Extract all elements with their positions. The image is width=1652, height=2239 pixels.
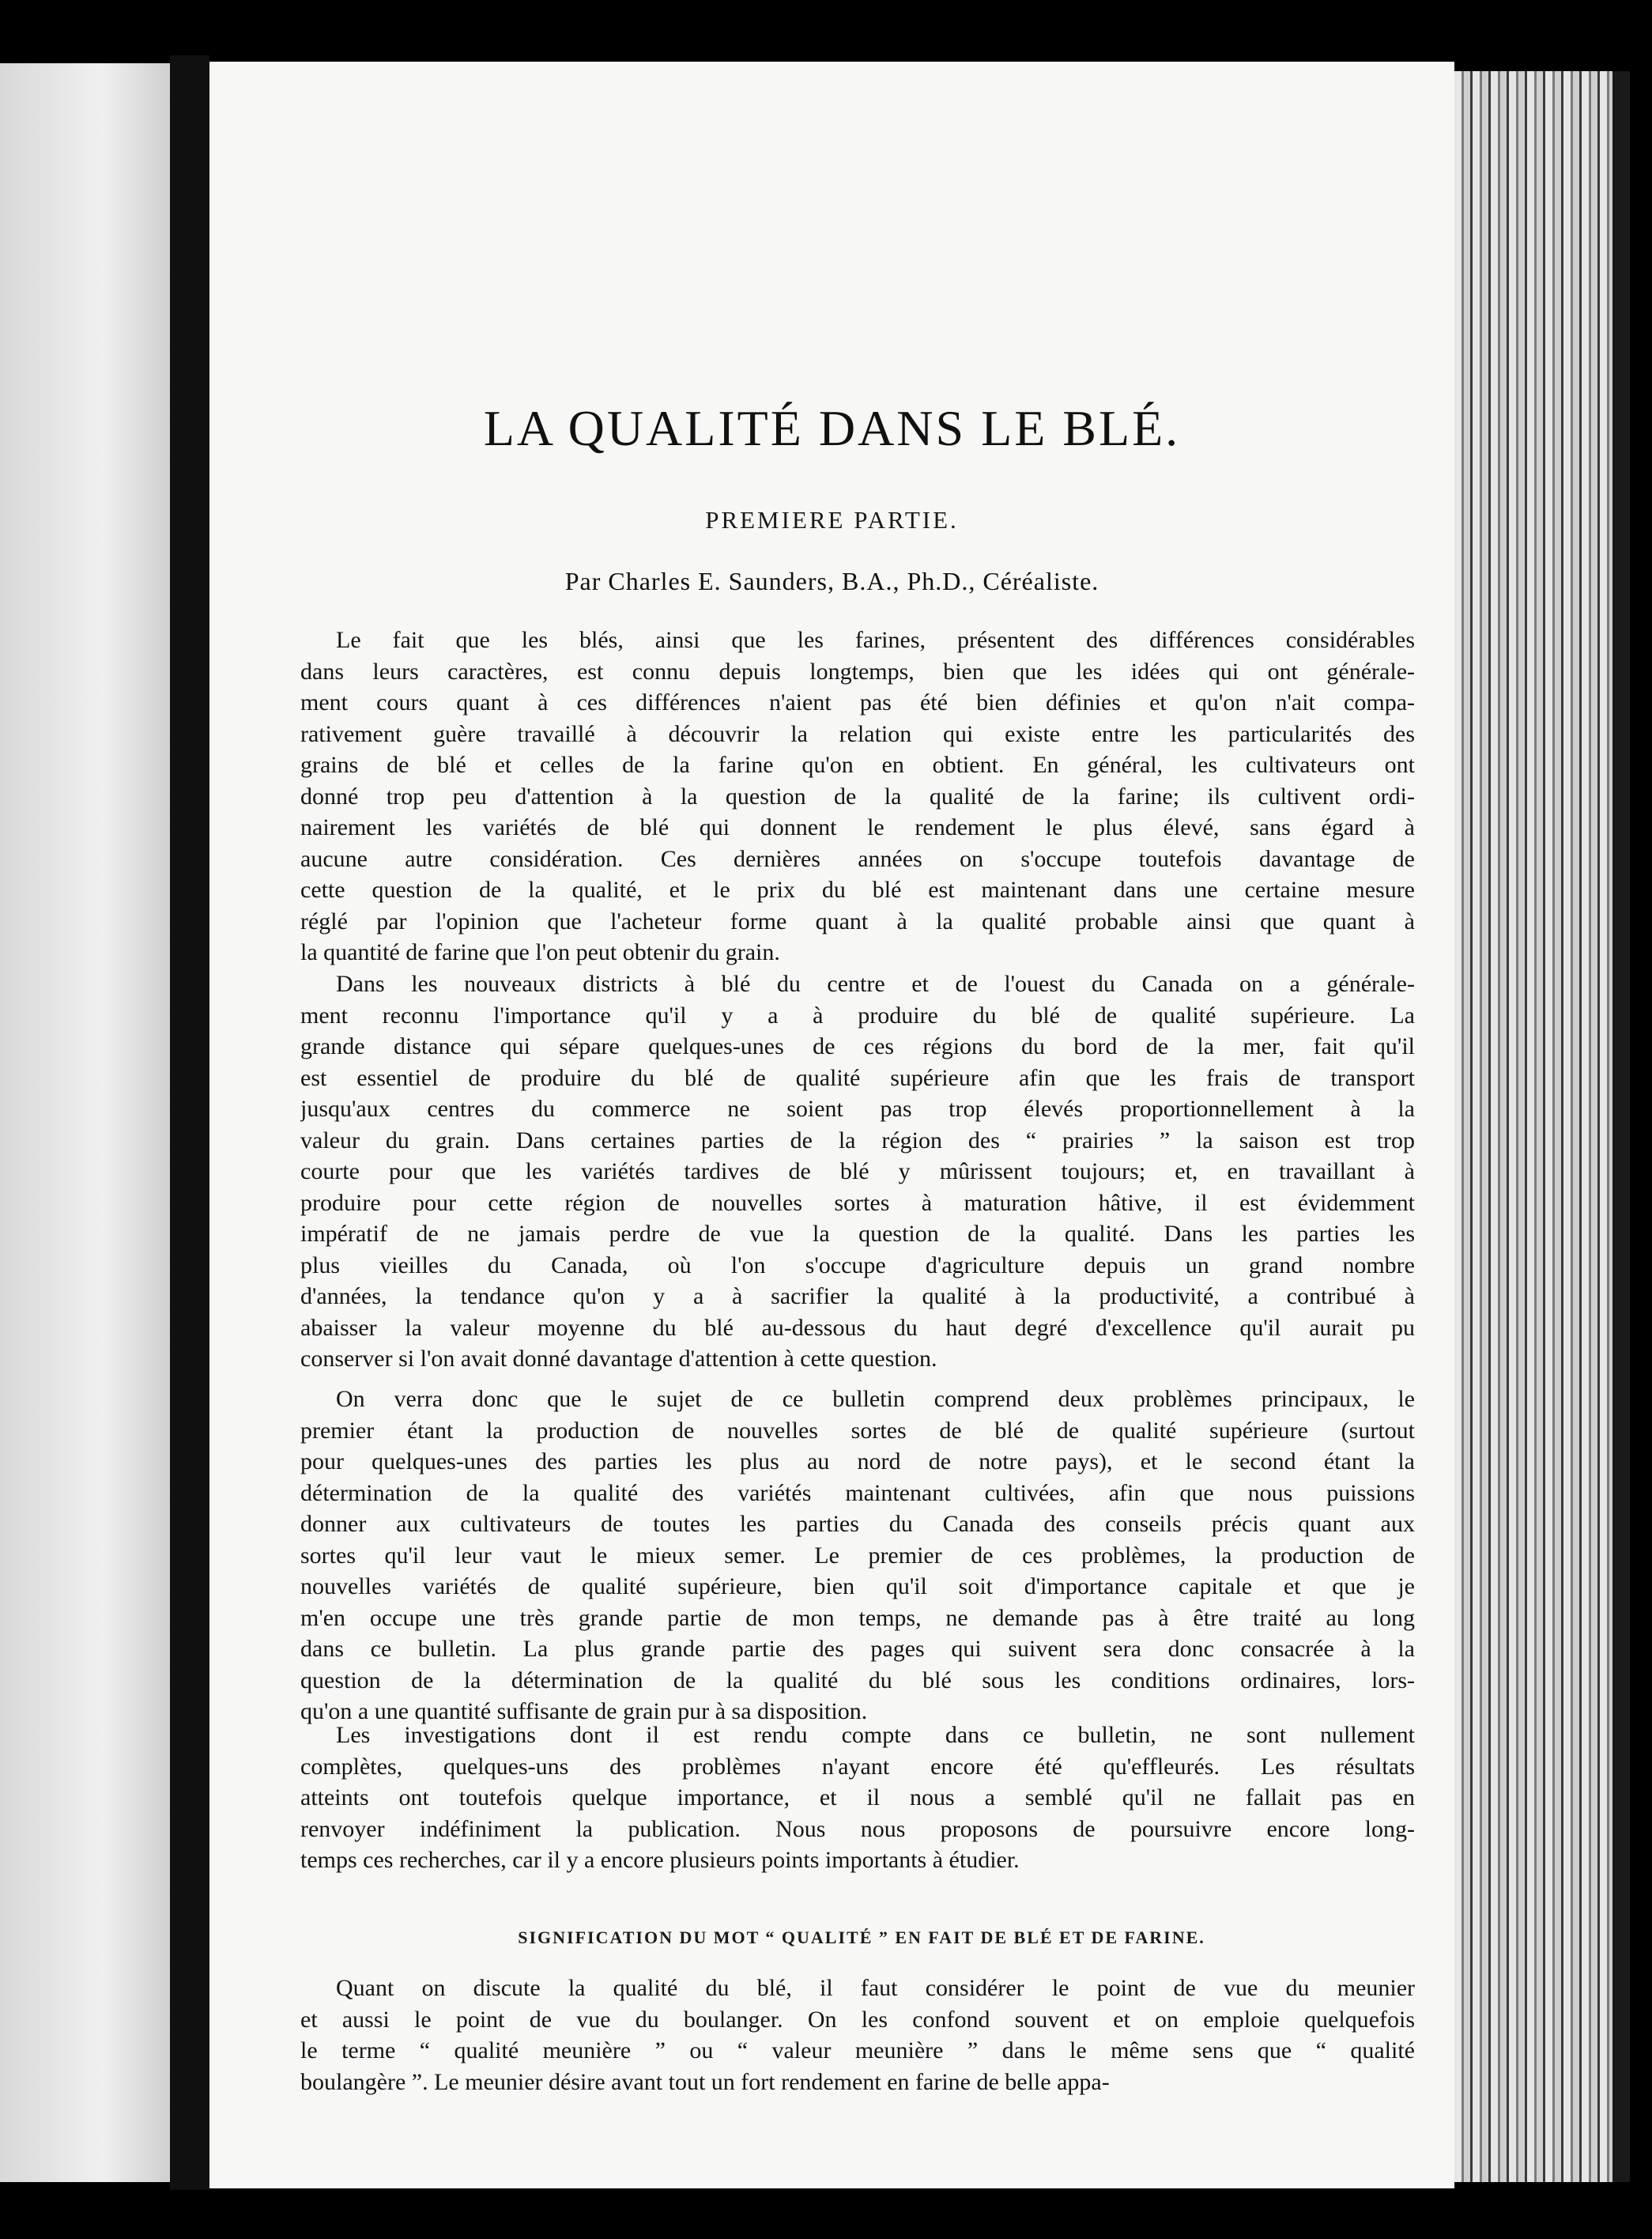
part-heading: PREMIERE PARTIE. xyxy=(705,506,959,534)
text-line: ment reconnu l'importance qu'il y a à produire du blé de qualité supérieure. La xyxy=(300,1002,1415,1029)
text-line: impératif de ne jamais perdre de vue la question de la qualité. Dans les parties les xyxy=(300,1221,1415,1247)
text-line: nouvelles variétés de qualité supérieure, bien qu'il soit d'importance capitale et que je xyxy=(300,1573,1415,1599)
text-line: le terme “ qualité meunière ” ou “ valeur meunière ” dans le même sens que “ qualité xyxy=(300,2037,1415,2063)
text-line: plus vieilles du Canada, où l'on s'occupe d'agriculture depuis un grand nombre xyxy=(300,1252,1415,1278)
text-line: grande distance qui sépare quelques-unes de ces régions du bord de la mer, fait qu'il xyxy=(300,1033,1415,1059)
text-line: On verra donc que le sujet de ce bulletin comprend deux problèmes principaux, le xyxy=(336,1386,1415,1412)
text-line: pour quelques-unes des parties les plus au nord de notre pays), et le second étant la xyxy=(300,1448,1415,1474)
text-line: Dans les nouveaux districts à blé du centre et de l'ouest du Canada on a générale- xyxy=(336,971,1415,997)
text-line: courte pour que les variétés tardives de blé y mûrissent toujours; et, en travaillant à xyxy=(300,1158,1415,1184)
text-line: renvoyer indéfiniment la publication. Nous nous proposons de poursuivre encore long- xyxy=(300,1815,1415,1842)
text-line: sortes qu'il leur vaut le mieux semer. Le premier de ces problèmes, la production de xyxy=(300,1542,1415,1569)
text-line: Quant on discute la qualité du blé, il faut considérer le point de vue du meunier xyxy=(336,1975,1415,2001)
text-line: réglé par l'opinion que l'acheteur forme quant à la qualité probable ainsi que quant à xyxy=(300,908,1415,934)
text-line: abaisser la valeur moyenne du blé au-dessous du haut degré d'excellence qu'il aurait pu xyxy=(300,1314,1415,1341)
text-line: conserver si l'on avait donné davantage d'attention à cette question. xyxy=(300,1346,937,1372)
text-line: boulangère ”. Le meunier désire avant tout un fort rendement en farine de belle appa- xyxy=(300,2068,1110,2095)
text-line: donner aux cultivateurs de toutes les parties du Canada des conseils précis quant aux xyxy=(300,1511,1415,1537)
text-line: nairement les variétés de blé qui donnent le rendement le plus élevé, sans égard à xyxy=(300,814,1415,840)
text-line: Le fait que les blés, ainsi que les farines, présentent des différences considérables xyxy=(336,627,1415,653)
text-line: est essentiel de produire du blé de qualité supérieure afin que les frais de transport xyxy=(300,1064,1415,1091)
text-line: Les investigations dont il est rendu compte dans ce bulletin, ne sont nullement xyxy=(336,1722,1415,1748)
author-byline: Par Charles E. Saunders, B.A., Ph.D., Céréaliste. xyxy=(564,567,1099,595)
page-edges xyxy=(1454,71,1612,2182)
book-spine-edge xyxy=(1612,71,1630,2182)
text-line: cette question de la qualité, et le prix du blé est maintenant dans une certaine mesure xyxy=(300,877,1415,903)
text-line: et aussi le point de vue du boulanger. On les confond souvent et on emploie quelquefois xyxy=(300,2006,1415,2033)
book-binding xyxy=(170,55,209,2190)
text-line: rativement guère travaillé à découvrir la relation qui existe entre les particularités des xyxy=(300,720,1415,747)
text-line: atteints ont toutefois quelque importance, et il nous a semblé qu'il ne fallait pas en xyxy=(300,1784,1415,1810)
facing-page xyxy=(0,63,170,2182)
text-line: jusqu'aux centres du commerce ne soient pas trop élevés proportionnellement à la xyxy=(300,1096,1415,1122)
text-line: complètes, quelques-uns des problèmes n'ayant encore été qu'effleurés. Les résultats xyxy=(300,1753,1415,1780)
text-line: valeur du grain. Dans certaines parties de la région des “ prairies ” la saison est trop xyxy=(300,1127,1415,1153)
text-line: qu'on a une quantité suffisante de grain pur à sa disposition. xyxy=(300,1698,868,1724)
text-line: donné trop peu d'attention à la question de la qualité de la farine; ils cultivent ordi- xyxy=(300,783,1415,810)
text-line: ment cours quant à ces différences n'aient pas été bien définies et qu'on n'ait compa- xyxy=(300,689,1415,715)
text-line: premier étant la production de nouvelles sortes de blé de qualité supérieure (surtout xyxy=(300,1417,1415,1444)
text-line: question de la détermination de la qualité du blé sous les conditions ordinaires, lors- xyxy=(300,1667,1415,1693)
text-line: dans leurs caractères, est connu depuis longtemps, bien que les idées qui ont générale- xyxy=(300,658,1415,685)
section-heading: SIGNIFICATION DU MOT “ QUALITÉ ” EN FAIT DE BLÉ ET DE FARINE. xyxy=(518,1928,1205,1947)
text-line: d'années, la tendance qu'on y a à sacrifier la qualité à la productivité, a contribué à xyxy=(300,1283,1415,1309)
text-line: produire pour cette région de nouvelles sortes à maturation hâtive, il est évidemment xyxy=(300,1189,1415,1216)
page-title: LA QUALITÉ DANS LE BLÉ. xyxy=(483,400,1181,456)
text-line: la quantité de farine que l'on peut obtenir du grain. xyxy=(300,939,780,965)
text-line: temps ces recherches, car il y a encore plusieurs points importants à étudier. xyxy=(300,1847,1020,1873)
text-line: aucune autre considération. Ces dernières années on s'occupe toutefois davantage de xyxy=(300,845,1415,872)
text-line: dans ce bulletin. La plus grande partie des pages qui suivent sera donc consacrée à la xyxy=(300,1636,1415,1662)
text-line: m'en occupe une très grande partie de mon temps, ne demande pas à être traité au long xyxy=(300,1604,1415,1631)
text-line: détermination de la qualité des variétés maintenant cultivées, afin que nous puissions xyxy=(300,1479,1415,1506)
text-line: grains de blé et celles de la farine qu'on en obtient. En général, les cultivateurs ont xyxy=(300,752,1415,778)
